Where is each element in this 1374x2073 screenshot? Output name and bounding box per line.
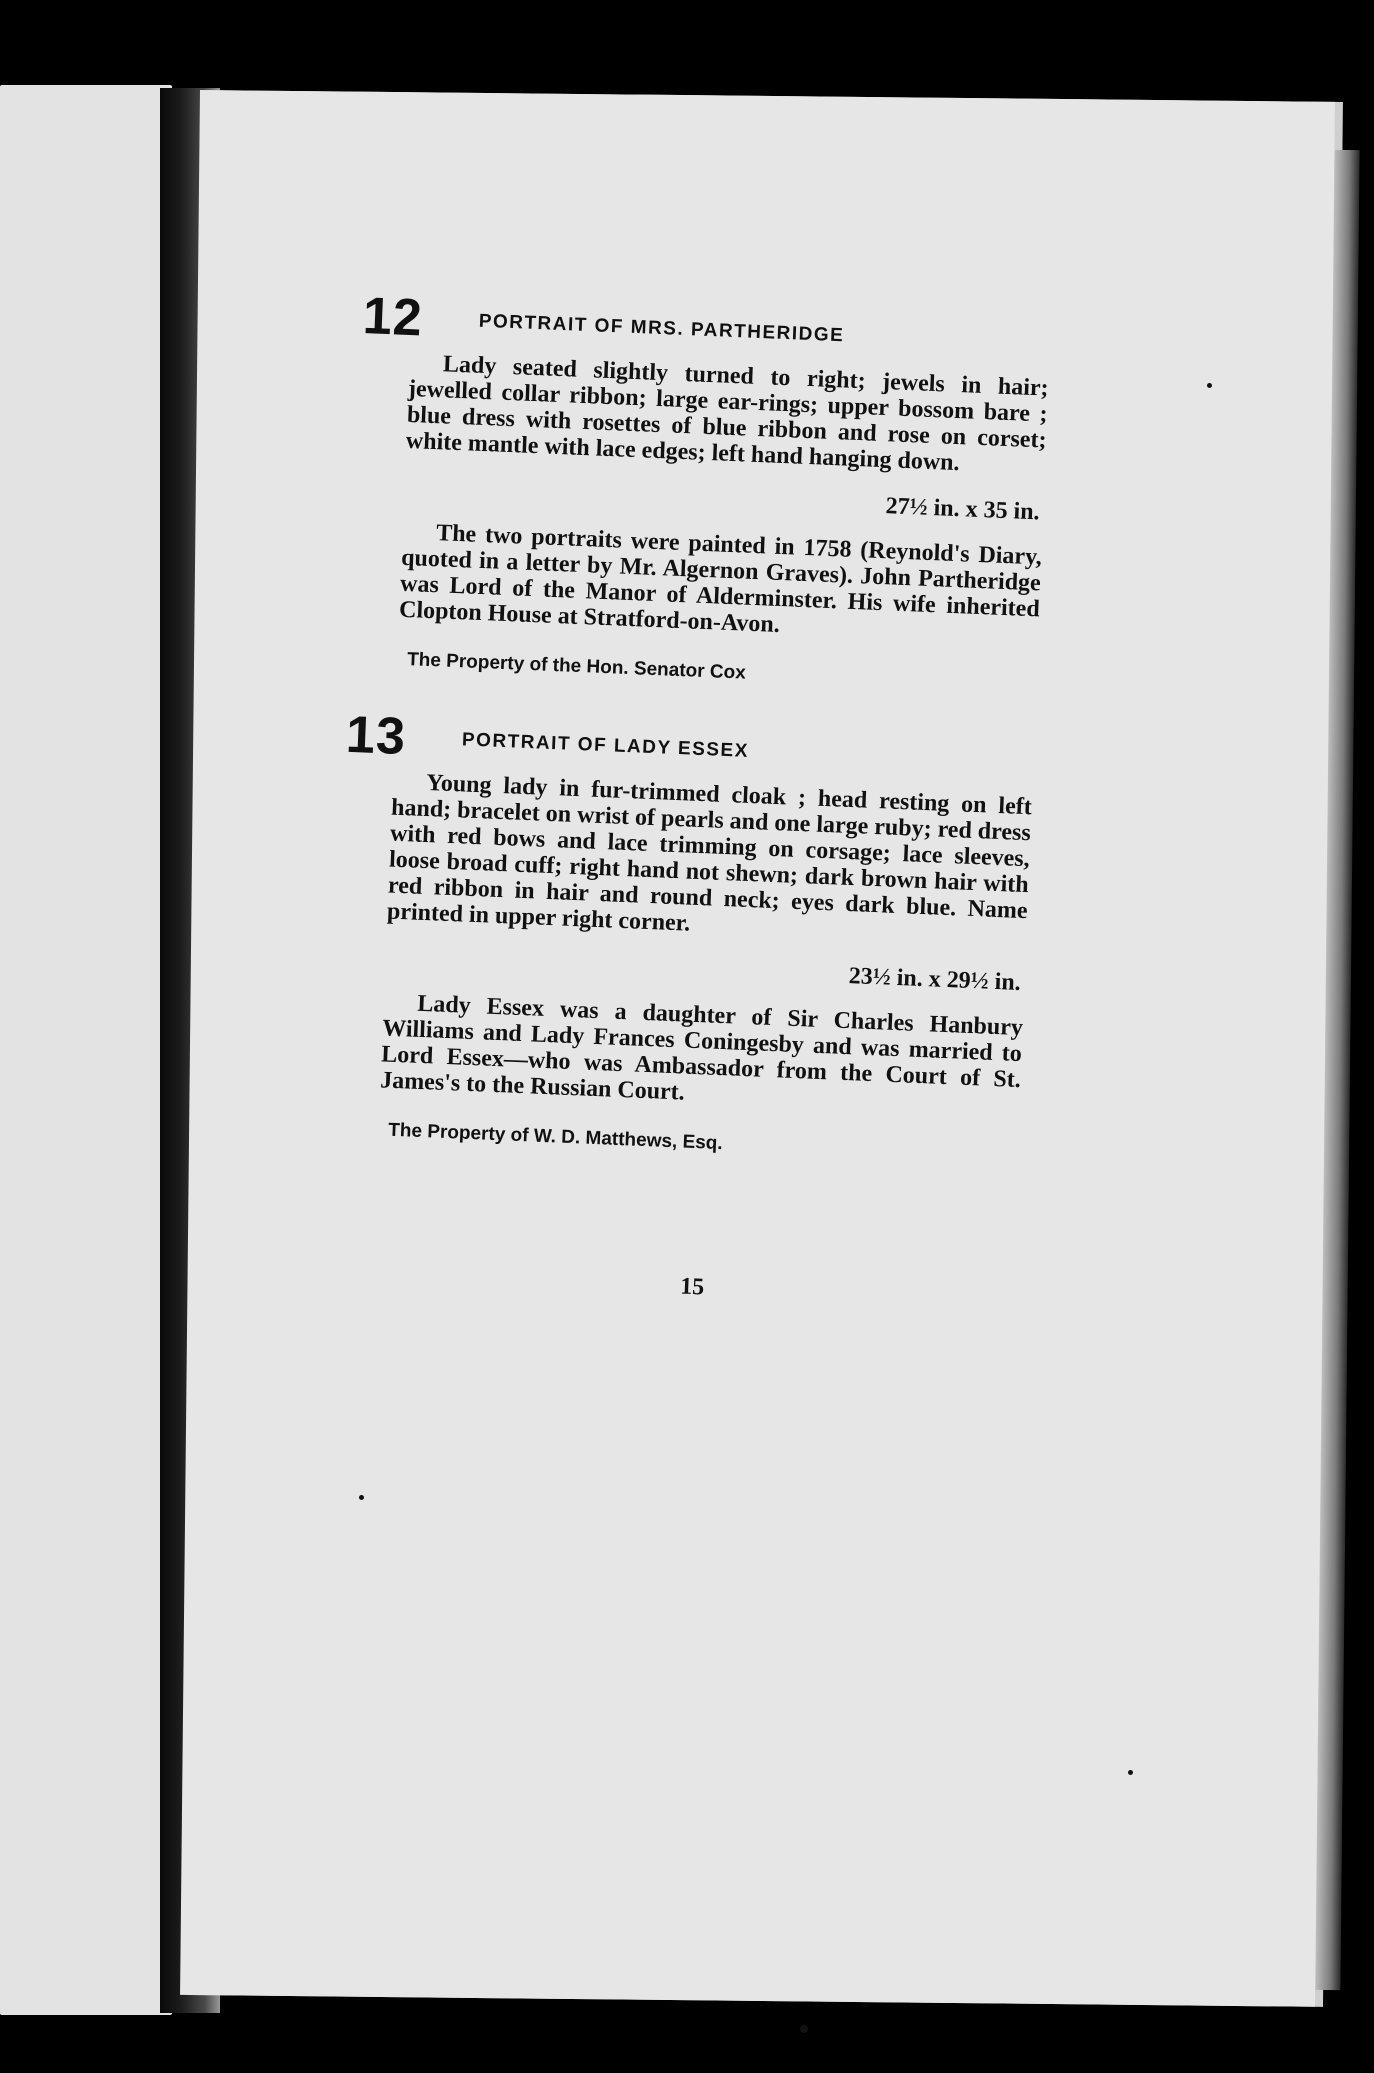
lot-description (387, 769, 1033, 951)
lot-size: 27½ in. x 35 in. (885, 493, 1041, 526)
lot-number: 12 (361, 287, 424, 348)
lot-title: PORTRAIT OF LADY ESSEX (461, 729, 750, 762)
lot-note-text: Lady Essex was a daughter of Sir Charles Hanbury Williams and Lady Frances Coningesby and was married to Lord Essex—who was Ambassador from the Court of St. James's to the Russian Court. (379, 990, 1024, 1106)
lot-size: 23½ in. x 29½ in. (848, 963, 1022, 996)
page-number: 15 (679, 1273, 705, 1301)
lot-description-text: Lady seated slightly turned to right; jewels in hair; jewelled collar ribbon; large ear-rings; upper bossom bare ; blue dress with rosettes of blue ribbon and rose on corset; white mantle with lace edges; left hand hanging down. (405, 351, 1050, 477)
lot-13 (344, 705, 1035, 1167)
lot-description-text: Young lady in fur-trimmed cloak ; head resting on left hand; bracelet on wrist of pearls and one large ruby; red dress with red bows and lace trimming on corsage; lace sleeves, loose broad cuff; right hand not shewn; dark brown hair with red ribbon in hair and round neck; eyes dark blue. Name printed in upper right corner. (386, 769, 1033, 937)
lot-note-text: The two portraits were painted in 1758 (Reynold's Diary, quoted in a letter by Mr. Algernon Graves). John Partheridge was Lord of the Manor of Alderminster. His wife inherited Clopton House at Stratford-on-Avon. (398, 520, 1043, 639)
dust-speck (1207, 383, 1212, 388)
lot-property: The Property of the Hon. Senator Cox (406, 649, 747, 684)
dust-speck (1128, 1770, 1133, 1775)
lot-note (399, 519, 1043, 649)
lot-note (380, 989, 1024, 1119)
lot-12 (361, 287, 1052, 696)
lot-property: The Property of W. D. Matthews, Esq. (387, 1119, 724, 1155)
catalogue-page-content (344, 287, 1052, 1314)
lot-number: 13 (344, 705, 408, 767)
left-page (0, 85, 172, 2015)
dust-speck (359, 1495, 364, 1500)
lot-title: PORTRAIT OF MRS. PARTHERIDGE (478, 310, 845, 347)
dust-speck (800, 2025, 808, 2033)
